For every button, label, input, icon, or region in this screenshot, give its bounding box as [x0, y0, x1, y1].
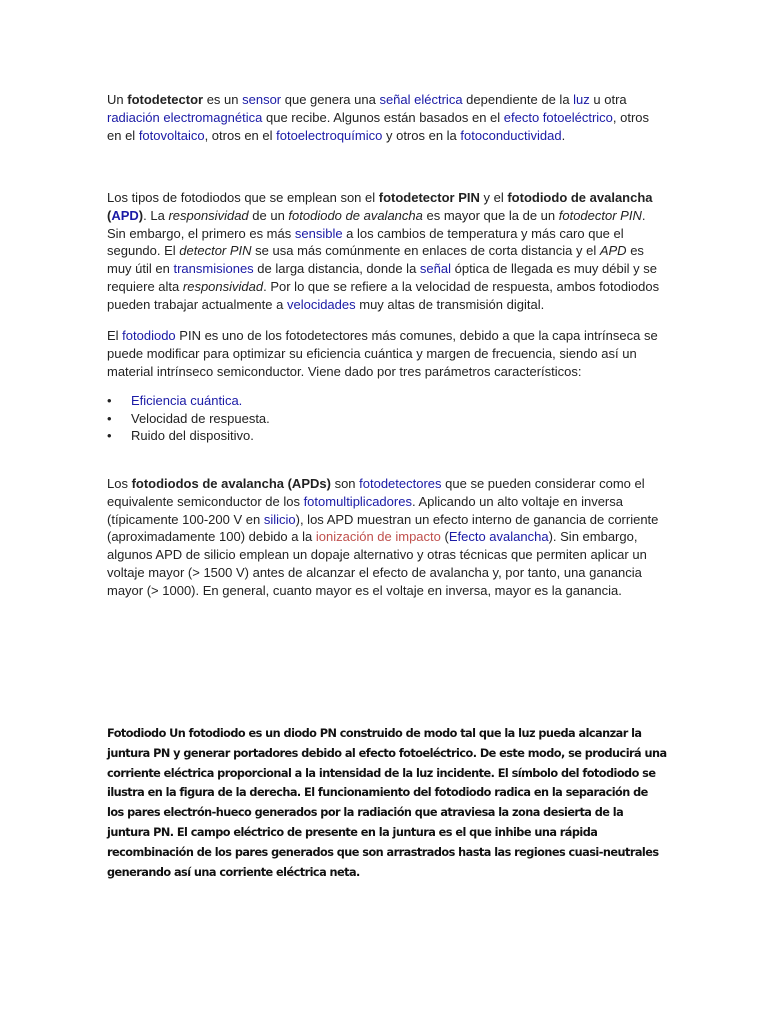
text: se usa más comúnmente en enlaces de corta distancia y el	[251, 243, 600, 259]
list-item-text: Ruido del dispositivo.	[131, 428, 254, 443]
term-fotodetector: fotodetector	[127, 92, 204, 107]
paragraph-fotodetector-definition	[107, 91, 663, 144]
link-apd[interactable]: APD	[111, 207, 139, 223]
text: es muy útil en	[107, 243, 644, 277]
text: ), los APD muestran un efecto interno de ganancia de corriente (aproximadamente 100) debido a la	[107, 511, 659, 545]
term-fotodector-pin: fotodector PIN	[558, 207, 642, 223]
text: de un	[248, 207, 289, 223]
text: . Por lo que se refiere a la velocidad de respuesta, ambos fotodiodos pueden trabajar actualmente a	[107, 278, 660, 312]
term-fotodiodo-avalancha: fotodiodo de avalancha	[288, 207, 423, 223]
text: , otros en el	[107, 109, 650, 143]
list-item	[107, 410, 663, 428]
text: )	[138, 207, 144, 223]
link-velocidades[interactable]: velocidades	[286, 296, 356, 312]
text: . La	[143, 207, 169, 223]
parameters-list	[107, 392, 663, 445]
link-eficiencia-cuantica[interactable]: Eficiencia cuántica.	[131, 393, 243, 408]
term-detector-pin: detector PIN	[179, 243, 252, 259]
link-ionizacion-de-impacto[interactable]: ionización de impacto	[315, 529, 441, 545]
term-fotodetector-pin: fotodetector PIN	[378, 190, 480, 205]
term-responsividad: responsividad	[182, 278, 264, 294]
text: es mayor que la de un	[422, 207, 559, 223]
text: .	[561, 127, 566, 143]
text: , otros en el	[204, 127, 277, 143]
term-fotodiodo-avalancha: fotodiodo de avalancha	[507, 190, 653, 205]
link-senal-electrica[interactable]: señal eléctrica	[379, 92, 463, 107]
text: dependiente de la	[462, 92, 574, 107]
link-efecto-avalancha[interactable]: Efecto avalancha	[448, 529, 549, 545]
text: que recibe. Algunos están basados en el	[262, 109, 504, 125]
text: Los tipos de fotodiodos que se emplean son el	[107, 190, 379, 205]
text: es un	[203, 92, 243, 107]
text: muy altas de transmisión digital.	[355, 296, 545, 312]
text: (	[107, 207, 112, 223]
paragraph-avalanche-photodiodes	[107, 475, 663, 600]
term-responsividad: responsividad	[168, 207, 249, 223]
text: Los	[107, 476, 132, 491]
link-transmisiones[interactable]: transmisiones	[173, 261, 254, 277]
link-fotoelectroquimico[interactable]: fotoelectroquímico	[276, 127, 383, 143]
text: a los cambios de temperatura y más caro que el segundo. El	[107, 225, 624, 259]
list-item	[107, 392, 663, 410]
text: . Aplicando un alto voltaje en inversa (típicamente 100-200 V en	[107, 493, 623, 527]
text: que genera una	[281, 92, 380, 107]
term-fotodiodos-avalancha: fotodiodos de avalancha (APDs)	[131, 476, 331, 491]
link-luz[interactable]: luz	[573, 92, 590, 107]
link-sensible[interactable]: sensible	[294, 225, 343, 241]
text: que se pueden considerar como el equivalente semiconductor de los	[107, 476, 645, 509]
text: PIN es uno de los fotodetectores más comunes, debido a que la capa intrínseca se puede modificar para optimizar su eficiencia cuántica y margen de frecuencia, siendo así un material intrínseco semiconductor. Viene dado por tres parámetros característicos:	[107, 328, 658, 379]
link-fotomultiplicadores[interactable]: fotomultiplicadores	[303, 493, 412, 509]
text: son	[330, 476, 360, 491]
text: . Sin embargo, el primero es más	[107, 207, 646, 241]
link-fotovoltaico[interactable]: fotovoltaico	[138, 127, 205, 143]
text: y otros en la	[382, 127, 461, 143]
link-sensor[interactable]: sensor	[242, 92, 282, 107]
text: y el	[479, 190, 508, 205]
link-silicio[interactable]: silicio	[263, 511, 296, 527]
text: u otra	[589, 92, 627, 107]
text: óptica de llegada es muy débil y se requiere alta	[107, 261, 657, 294]
term-apd: APD	[599, 243, 627, 259]
list-item	[107, 427, 663, 445]
link-fotoconductividad[interactable]: fotoconductividad	[460, 127, 562, 143]
text: Un	[107, 92, 128, 107]
paragraph-fotodiodo-types	[107, 189, 663, 314]
text: ). Sin embargo, algunos APD de silicio emplean un dopaje alternativo y otras técnicas que permiten aplicar un voltaje mayor (> 1500 V) antes de alcanzar el efecto de avalancha y, por tanto, una ganancia mayor (> 1000). En general, cuanto mayor es el voltaje en inversa, mayor es la ganancia.	[107, 529, 647, 598]
text: de larga distancia, donde la	[253, 261, 420, 277]
paragraph-fotodiodo-description: Fotodiodo Un fotodiodo es un diodo PN construido de modo tal que la luz pueda alcanzar la juntura PN y generar portadores debido al efecto fotoeléctrico. De este modo, se producirá una corriente eléctrica proporcional a la intensidad de la luz incidente. El símbolo del fotodiodo se ilustra en la figura de la derecha. El funcionamiento del fotodiodo radica en la separación de los pares electrón-hueco generados por la radiación que atraviesa la zona desierta de la juntura PN. El campo eléctrico de presente en la juntura es el que inhibe una rápida recombinación de los pares generados que son arrastrados hasta las regiones cuasi-neutrales generando así una corriente eléctrica neta.	[107, 727, 667, 879]
link-senal[interactable]: señal	[419, 261, 451, 277]
text: El	[107, 328, 123, 343]
paragraph-fotodiodo-pin	[107, 327, 663, 380]
link-fotodiodo[interactable]: fotodiodo	[122, 328, 176, 343]
link-efecto-fotoelectrico[interactable]: efecto fotoeléctrico	[503, 109, 613, 125]
link-fotodetectores[interactable]: fotodetectores	[359, 476, 442, 491]
text: (	[440, 529, 449, 545]
list-item-text: Velocidad de respuesta.	[131, 410, 270, 426]
link-radiacion-electromagnetica[interactable]: radiación electromagnética	[107, 109, 263, 125]
